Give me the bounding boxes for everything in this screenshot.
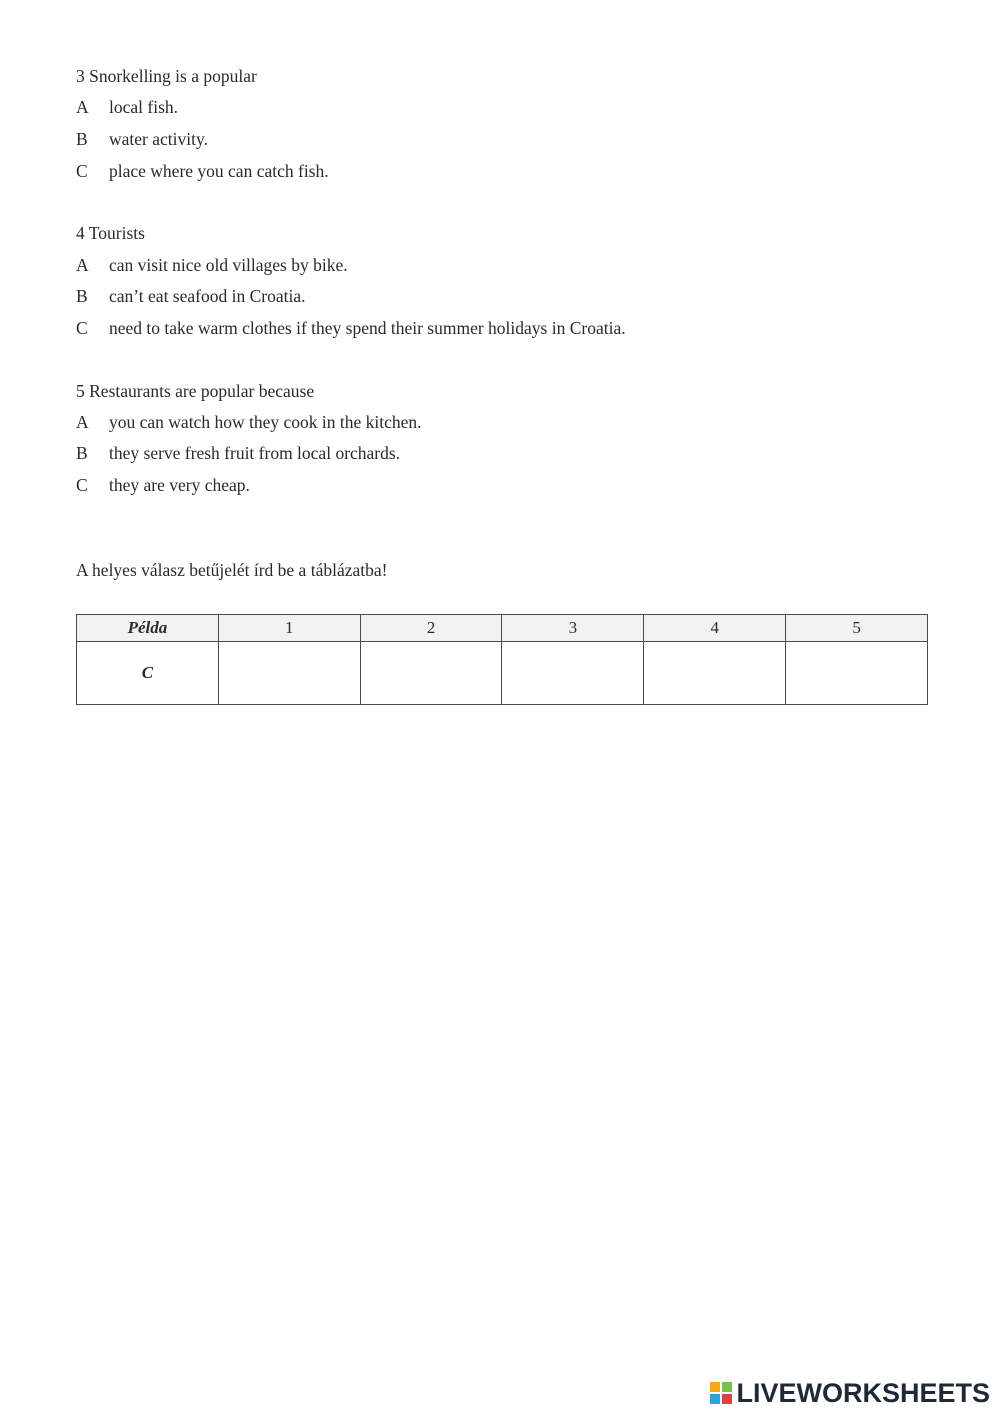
instruction-text: A helyes válasz betűjelét írd be a táblázatba! <box>76 560 388 580</box>
liveworksheets-logo-icon <box>710 1382 732 1404</box>
header-2: 2 <box>360 615 502 642</box>
option-letter: B <box>76 129 88 149</box>
answer-box-3[interactable] <box>502 642 644 705</box>
option-text: water activity. <box>109 129 208 149</box>
option-letter: B <box>76 443 88 463</box>
question-3-stem: 3 Snorkelling is a popular <box>76 66 257 86</box>
example-answer: C <box>77 642 219 705</box>
header-5: 5 <box>786 615 928 642</box>
answer-table-answer-row <box>77 642 928 705</box>
header-1: 1 <box>218 615 360 642</box>
option-text: they are very cheap. <box>109 475 250 495</box>
logo-square-blue <box>710 1394 720 1404</box>
option-letter: A <box>76 412 89 432</box>
header-example: Példa <box>77 615 219 642</box>
logo-text: LIVEWORKSHEETS <box>736 1377 990 1408</box>
question-4-stem: 4 Tourists <box>76 223 145 243</box>
answer-table <box>76 614 928 705</box>
logo-square-green <box>722 1382 732 1392</box>
liveworksheets-logo <box>710 1376 990 1410</box>
option-text: can’t eat seafood in Croatia. <box>109 286 306 306</box>
option-text: place where you can catch fish. <box>109 161 329 181</box>
question-5-stem: 5 Restaurants are popular because <box>76 381 315 401</box>
option-text: you can watch how they cook in the kitchen. <box>109 412 422 432</box>
answer-box-4[interactable] <box>644 642 786 705</box>
header-3: 3 <box>502 615 644 642</box>
answer-box-2[interactable] <box>360 642 502 705</box>
answer-box-5[interactable] <box>786 642 928 705</box>
option-letter: C <box>76 475 88 495</box>
option-letter: A <box>76 97 89 117</box>
answer-box-1[interactable] <box>218 642 360 705</box>
option-letter: C <box>76 161 88 181</box>
option-text: can visit nice old villages by bike. <box>109 255 348 275</box>
option-text: they serve fresh fruit from local orchards. <box>109 443 401 463</box>
option-letter: A <box>76 255 89 275</box>
option-text: need to take warm clothes if they spend their summer holidays in Croatia. <box>109 318 626 338</box>
answer-table-header-row <box>77 615 928 642</box>
option-letter: B <box>76 286 88 306</box>
logo-square-red <box>722 1394 732 1404</box>
option-text: local fish. <box>109 97 179 117</box>
option-letter: C <box>76 318 88 338</box>
header-4: 4 <box>644 615 786 642</box>
logo-square-orange <box>710 1382 720 1392</box>
